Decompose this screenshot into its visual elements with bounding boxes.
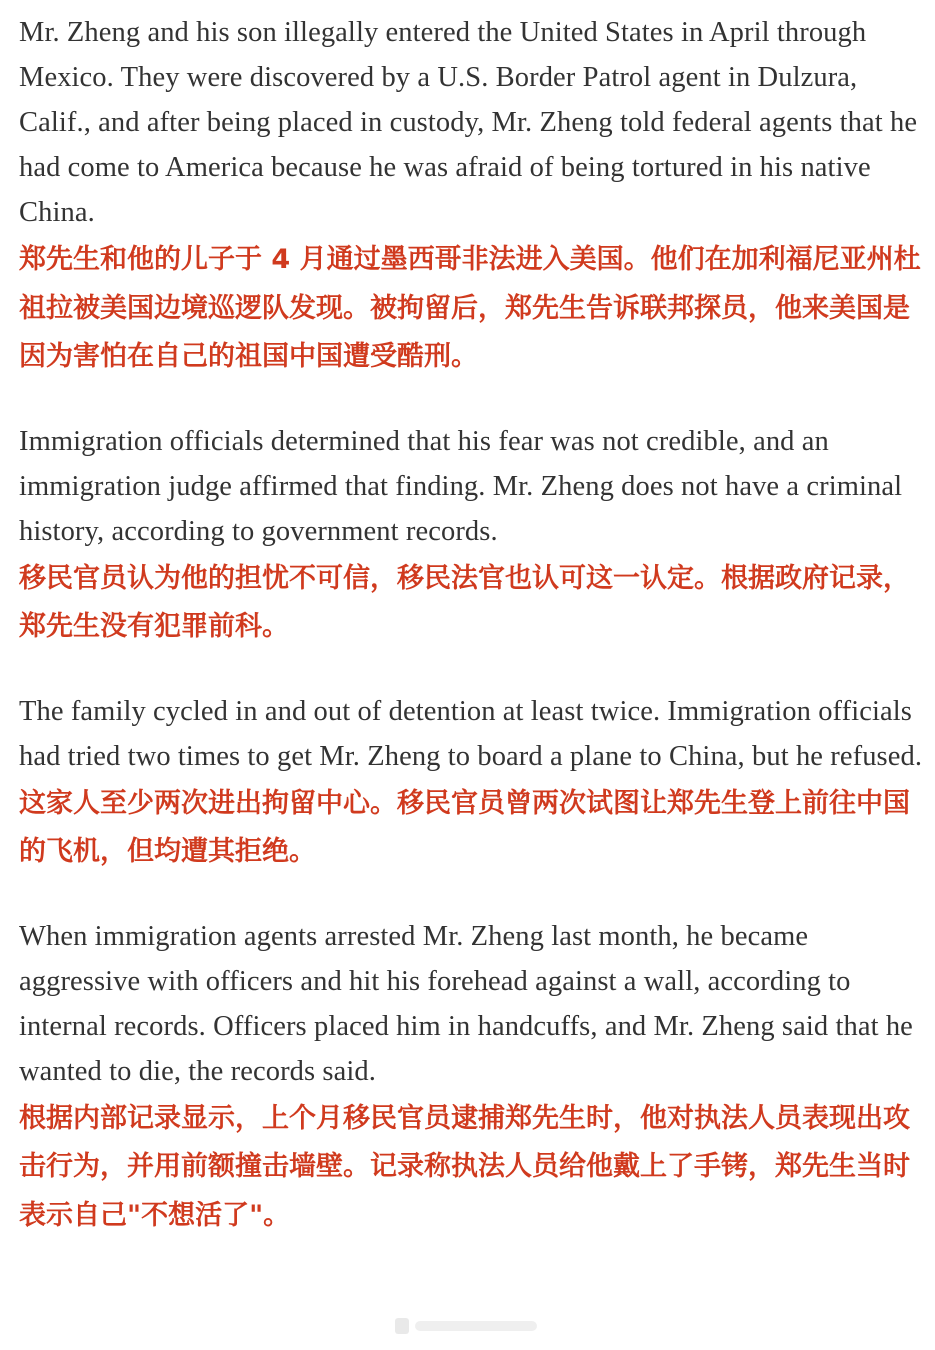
- paragraph-gap: [19, 877, 924, 914]
- english-paragraph: The family cycled in and out of detention at least twice. Immigration officials had tried two times to get Mr. Zheng to board a plane to China, but he refused.: [19, 695, 923, 772]
- watermark-logo: [393, 1313, 543, 1339]
- chinese-translation: 根据内部记录显示，上个月移民官员逮捕郑先生时，他对执法人员表现出攻击行为，并用前额撞击墙壁。记录称执法人员给他戴上了手铐，郑先生当时表示自己"不想活了"。: [19, 1102, 910, 1231]
- paragraph-block-2: [19, 419, 924, 652]
- article-body: [19, 10, 924, 1240]
- paragraph-block-3: [19, 689, 924, 877]
- english-paragraph: Mr. Zheng and his son illegally entered the United States in April through Mexico. They were discovered by a U.S. Border Patrol agent in Dulzura, Calif., and after being placed in custody, Mr. Zheng told federal agents that he had come to America because he was afraid of being tortured in his native China.: [19, 17, 918, 228]
- paragraph-gap: [19, 652, 924, 689]
- paragraph-gap: [19, 382, 924, 419]
- chinese-translation: 这家人至少两次进出拘留中心。移民官员曾两次试图让郑先生登上前往中国的飞机，但均遭其拒绝。: [19, 787, 910, 867]
- chinese-translation: 郑先生和他的儿子于 4 月通过墨西哥非法进入美国。他们在加利福尼亚州杜祖拉被美国边境巡逻队发现。被拘留后，郑先生告诉联邦探员，他来美国是因为害怕在自己的祖国中国遭受酷刑。: [19, 244, 921, 372]
- paragraph-block-4: [19, 914, 924, 1241]
- english-paragraph: Immigration officials determined that his fear was not credible, and an immigration judge affirmed that finding. Mr. Zheng does not have a criminal history, according to government records.: [19, 425, 903, 547]
- english-paragraph: When immigration agents arrested Mr. Zheng last month, he became aggressive with officers and hit his forehead against a wall, according to internal records. Officers placed him in handcuffs, and Mr. Zheng said that he wanted to die, the records said.: [19, 920, 913, 1087]
- paragraph-block-1: [19, 10, 924, 382]
- chinese-translation: 移民官员认为他的担忧不可信，移民法官也认可这一认定。根据政府记录，郑先生没有犯罪前科。: [19, 562, 910, 642]
